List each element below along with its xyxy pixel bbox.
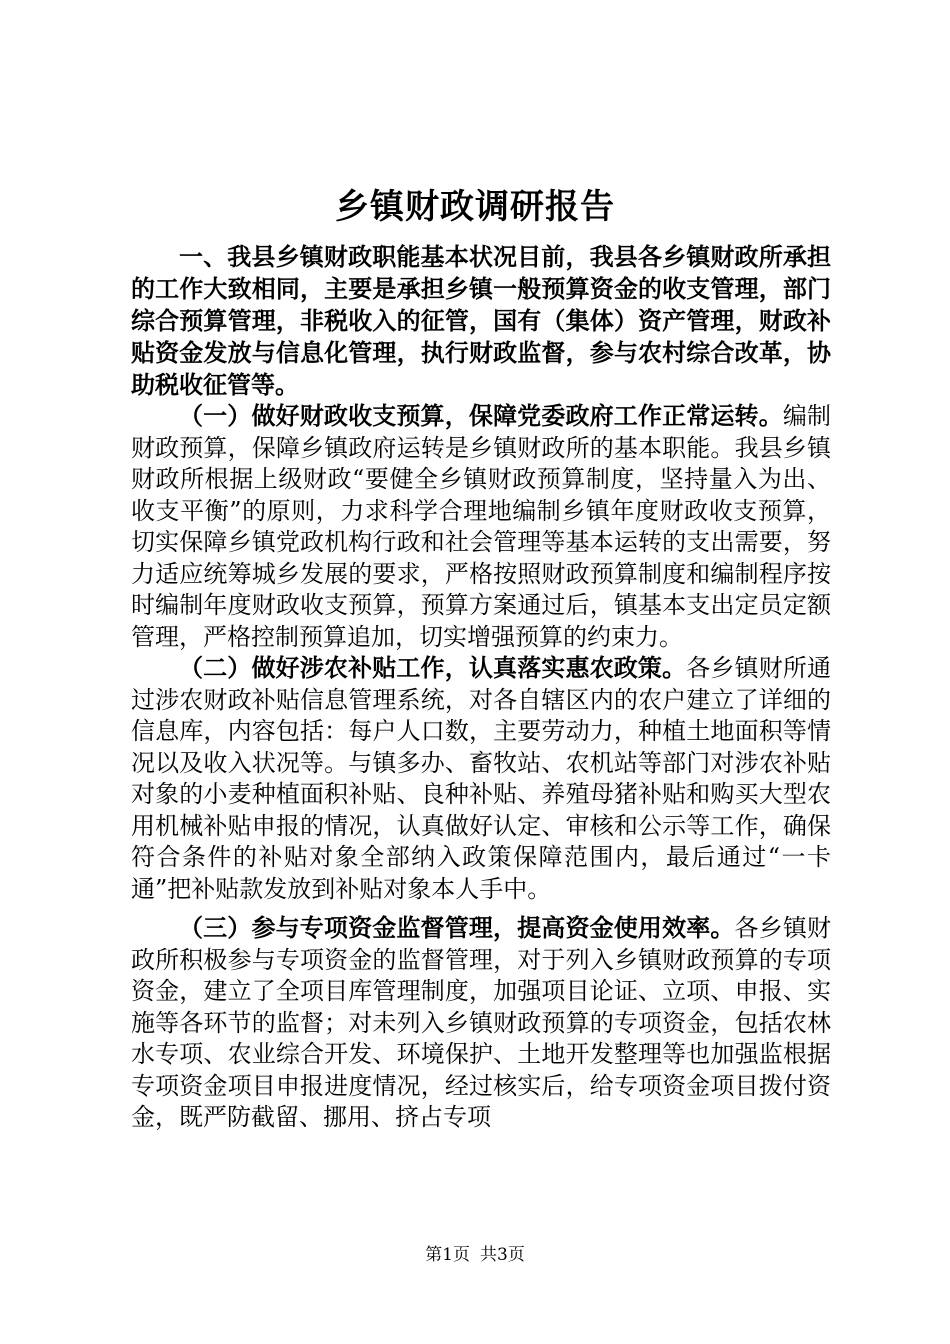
paragraph-4-heading: （三）参与专项资金监督管理，提高资金使用效率。 — [179, 914, 735, 942]
paragraph-2-text: 编制财政预算，保障乡镇政府运转是乡镇财政所的基本职能。我县乡镇财政所根据上级财政“要健全乡镇财政预算制度，坚持量入为出、收支平衡”的原则，力求科学合理地编制乡镇年度财政收支预算，切实保障乡镇党政机构行政和社会管理等基本运转的支出需要，努力适应统筹城乡发展的要求，严格按照财政预算制度和编制程序按时编制年度财政收支预算，预算方案通过后，镇基本支出定员定额管理，严格控制预算追加，切实增强预算的约束力。 — [131, 402, 832, 651]
paragraph-3 — [131, 653, 831, 905]
paragraph-4-text: 各乡镇财政所积极参与专项资金的监督管理，对于列入乡镇财政预算的专项资金，建立了全项目库管理制度，加强项目论证、立项、申报、实施等各环节的监督；对未列入乡镇财政预算的专项资金，包括农林水专项、农业综合开发、环境保护、土地开发整理等也加强监根据专项资金项目申报进度情况，经过核实后，给专项资金项目拨付资金，既严防截留、挪用、挤占专项 — [131, 914, 832, 1131]
paragraph-3-heading: （二）做好涉农补贴工作，认真落实惠农政策。 — [179, 654, 687, 682]
paragraph-4 — [131, 913, 831, 1134]
document-body — [131, 241, 831, 1134]
page-number-total: 共3页 — [480, 1245, 525, 1265]
page-footer — [0, 1244, 950, 1266]
paragraph-1 — [131, 241, 831, 401]
paragraph-2-heading: （一）做好财政收支预算，保障党委政府工作正常运转。 — [179, 402, 783, 430]
document-title: 乡镇财政调研报告 — [335, 187, 615, 227]
paragraph-2 — [131, 401, 831, 653]
page-number-current: 第1页 — [425, 1245, 470, 1265]
paragraph-1-text: 一、我县乡镇财政职能基本状况目前，我县各乡镇财政所承担的工作大致相同，主要是承担乡镇一般预算资金的收支管理，部门综合预算管理，非税收入的征管，国有（集体）资产管理，财政补贴资金发放与信息化管理，执行财政监督，参与农村综合改革，协助税收征管等。 — [131, 243, 831, 399]
paragraph-3-text: 各乡镇财所通过涉农财政补贴信息管理系统，对各自辖区内的农户建立了详细的信息库，内容包括：每户人口数，主要劳动力，种植土地面积等情况以及收入状况等。与镇多办、畜牧站、农机站等部门对涉农补贴对象的小麦种植面积补贴、良种补贴、养殖母猪补贴和购买大型农用机械补贴申报的情况，认真做好认定、审核和公示等工作，确保符合条件的补贴对象全部纳入政策保障范围内，最后通过“一卡通”把补贴款发放到补贴对象本人手中。 — [131, 654, 832, 903]
